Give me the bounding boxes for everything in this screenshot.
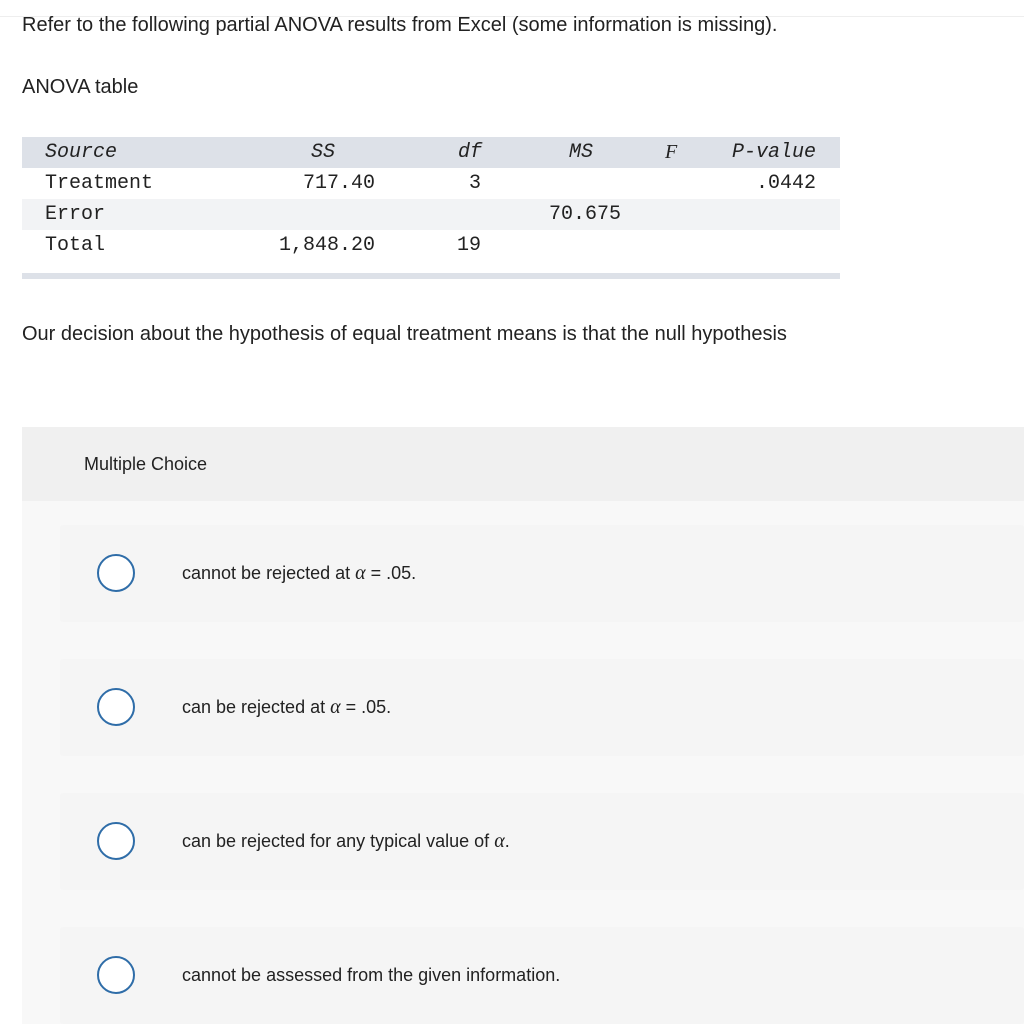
radio-button[interactable] <box>97 956 135 994</box>
intro-text: Refer to the following partial ANOVA results from Excel (some information is missing). <box>22 14 778 36</box>
row-df: 3 <box>468 172 481 195</box>
header-df: df <box>457 141 482 164</box>
alpha-symbol: α <box>494 830 505 852</box>
table-row <box>22 199 840 230</box>
row-source: Error <box>45 203 106 226</box>
row-source: Total <box>45 234 106 257</box>
option-text-after: = .05. <box>340 697 392 717</box>
option-text-after: . <box>504 831 510 851</box>
header-source: Source <box>45 141 118 164</box>
anova-table <box>22 137 840 261</box>
row-source: Treatment <box>45 172 154 195</box>
radio-button[interactable] <box>97 688 135 726</box>
option-text <box>182 830 510 853</box>
multiple-choice-header <box>22 427 1024 501</box>
table-caption: ANOVA table <box>22 76 139 98</box>
answer-option-2[interactable] <box>60 659 1024 756</box>
answer-option-4[interactable] <box>60 927 1024 1024</box>
answer-option-1[interactable] <box>60 525 1024 622</box>
row-p-value: .0442 <box>755 172 816 195</box>
row-ms: 70.675 <box>548 203 621 226</box>
radio-button[interactable] <box>97 822 135 860</box>
multiple-choice-panel <box>22 427 1024 1024</box>
row-ss: 1,848.20 <box>278 234 375 257</box>
answer-option-3[interactable] <box>60 793 1024 890</box>
anova-header-row <box>22 137 840 168</box>
row-df: 19 <box>456 234 481 257</box>
option-text-after: = .05. <box>365 563 417 583</box>
option-text <box>182 562 416 585</box>
header-f: F <box>665 141 678 163</box>
multiple-choice-label: Multiple Choice <box>84 454 208 474</box>
alpha-symbol: α <box>355 562 366 584</box>
option-text <box>182 964 560 987</box>
option-text <box>182 696 391 719</box>
radio-button[interactable] <box>97 554 135 592</box>
header-ms: MS <box>568 141 593 164</box>
table-bottom-border <box>22 273 840 279</box>
option-text-before: can be rejected at <box>182 697 331 717</box>
option-text-before: can be rejected for any typical value of <box>182 831 495 851</box>
option-text-before: cannot be assessed from the given information. <box>182 965 561 985</box>
header-p-value: P-value <box>731 141 816 164</box>
table-row <box>22 168 840 199</box>
question-text: Our decision about the hypothesis of equal treatment means is that the null hypothesis <box>22 323 787 345</box>
row-ss: 717.40 <box>302 172 375 195</box>
table-row <box>22 230 840 261</box>
alpha-symbol: α <box>330 696 341 718</box>
option-text-before: cannot be rejected at <box>182 563 356 583</box>
header-ss: SS <box>310 141 335 164</box>
